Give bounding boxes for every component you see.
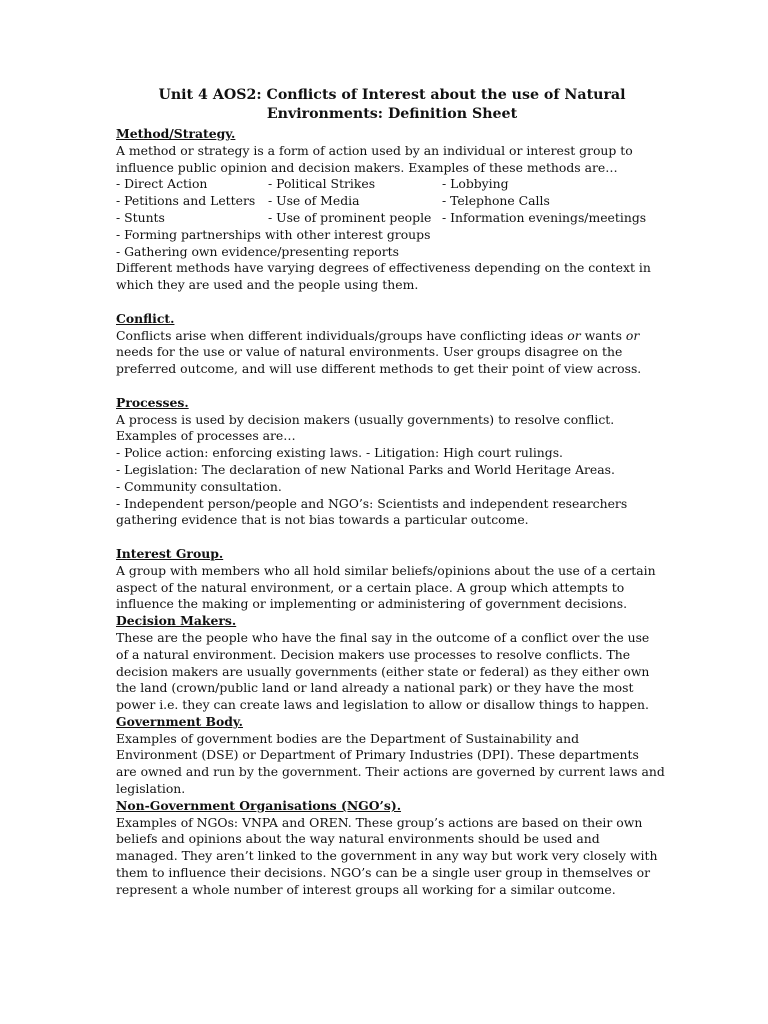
method-intro (116, 143, 668, 177)
ngo-line: represent a whole number of interest groups all working for a similar outcome. (116, 881, 616, 897)
processes-line: - Legislation: The declaration of new National Parks and World Heritage Areas. (116, 461, 615, 477)
spacer (116, 294, 668, 311)
heading-ngo: Non-Government Organisations (NGO’s). (116, 797, 402, 813)
page-title (116, 86, 668, 124)
heading-interest-group: Interest Group. (116, 545, 224, 561)
section-decision-makers (116, 613, 668, 714)
section-ngo (116, 798, 668, 899)
section-conflict (116, 311, 668, 378)
method-item: - Lobbying (442, 176, 509, 192)
conflict-or: or (567, 327, 581, 343)
decision-makers-line: the land (crown/public land or land already a national park) or they have the most (116, 680, 634, 696)
government-body-line: legislation. (116, 781, 186, 797)
method-item: - Direct Action (116, 176, 208, 192)
conflict-line: needs for the use or value of natural environments. User groups disagree on the (116, 344, 623, 360)
interest-group-line: A group with members who all hold similar beliefs/opinions about the use of a certain (116, 562, 656, 578)
method-item: - Stunts (116, 209, 165, 225)
decision-makers-line: power i.e. they can create laws and legislation to allow or disallow things to happen. (116, 697, 649, 713)
ngo-line: them to influence their decisions. NGO’s can be a single user group in themselves or (116, 865, 651, 881)
conflict-text: wants (580, 327, 626, 343)
title-line-1: Unit 4 AOS2: Conflicts of Interest about the use of Natural (158, 87, 626, 103)
method-extra-item: - Forming partnerships with other interest groups (116, 226, 431, 242)
heading-processes: Processes. (116, 394, 189, 410)
method-closing-line: Different methods have varying degrees of effectiveness depending on the context in (116, 260, 651, 276)
methods-row (116, 176, 668, 193)
conflict-line (116, 328, 668, 345)
title-line-2: Environments: Definition Sheet (266, 106, 518, 122)
section-processes (116, 395, 668, 529)
methods-table (116, 176, 668, 226)
spacer (116, 378, 668, 395)
heading-conflict: Conflict. (116, 310, 175, 326)
ngo-line: Examples of NGOs: VNPA and OREN. These group’s actions are based on their own (116, 814, 643, 830)
heading-method: Method/Strategy. (116, 126, 236, 141)
interest-group-line: influence the making or implementing or administering of government decisions. (116, 596, 628, 612)
ngo-line: beliefs and opinions about the way natural environments should be used and (116, 831, 600, 847)
government-body-line: are owned and run by the government. Their actions are governed by current laws and (116, 764, 665, 780)
method-item: - Political Strikes (268, 176, 376, 192)
section-government-body (116, 714, 668, 798)
processes-line: - Independent person/people and NGO’s: Scientists and independent researchers (116, 495, 628, 511)
method-extra-item: - Gathering own evidence/presenting reports (116, 243, 399, 259)
method-intro-line: influence public opinion and decision makers. Examples of these methods are… (116, 159, 618, 175)
ngo-line: managed. They aren’t linked to the government in any way but work very closely with (116, 848, 658, 864)
processes-line: - Community consultation. (116, 478, 282, 494)
decision-makers-line: These are the people who have the final say in the outcome of a conflict over the use (116, 629, 650, 645)
government-body-line: Examples of government bodies are the Department of Sustainability and (116, 730, 580, 746)
decision-makers-line: decision makers are usually governments (either state or federal) as they either own (116, 663, 650, 679)
heading-decision-makers: Decision Makers. (116, 613, 237, 629)
conflict-text: Conflicts arise when different individuals/groups have conflicting ideas (116, 327, 568, 343)
method-closing-line: which they are used and the people using them. (116, 277, 419, 293)
processes-line: gathering evidence that is not bias towards a particular outcome. (116, 512, 529, 528)
processes-line: Examples of processes are… (116, 428, 296, 444)
methods-row (116, 193, 668, 210)
method-item: - Use of Media (268, 193, 360, 209)
processes-line: A process is used by decision makers (usually governments) to resolve conflict. (116, 411, 615, 427)
method-item: - Telephone Calls (442, 193, 550, 209)
conflict-or: or (625, 327, 640, 343)
section-method (116, 126, 668, 294)
method-intro-line: A method or strategy is a form of action used by an individual or interest group to (116, 142, 633, 158)
heading-government-body: Government Body. (116, 713, 243, 729)
interest-group-line: aspect of the natural environment, or a certain place. A group which attempts to (116, 579, 625, 595)
method-item: - Use of prominent people (268, 209, 432, 225)
decision-makers-line: of a natural environment. Decision makers use processes to resolve conflicts. The (116, 646, 631, 662)
government-body-line: Environment (DSE) or Department of Primary Industries (DPI). These departments (116, 747, 639, 763)
spacer (116, 529, 668, 546)
method-item: - Information evenings/meetings (442, 209, 647, 225)
methods-row (116, 210, 668, 227)
method-item: - Petitions and Letters (116, 193, 256, 209)
conflict-line: preferred outcome, and will use different methods to get their point of view across. (116, 361, 642, 377)
section-interest-group (116, 546, 668, 613)
processes-line: - Police action: enforcing existing laws. - Litigation: High court rulings. (116, 445, 563, 461)
